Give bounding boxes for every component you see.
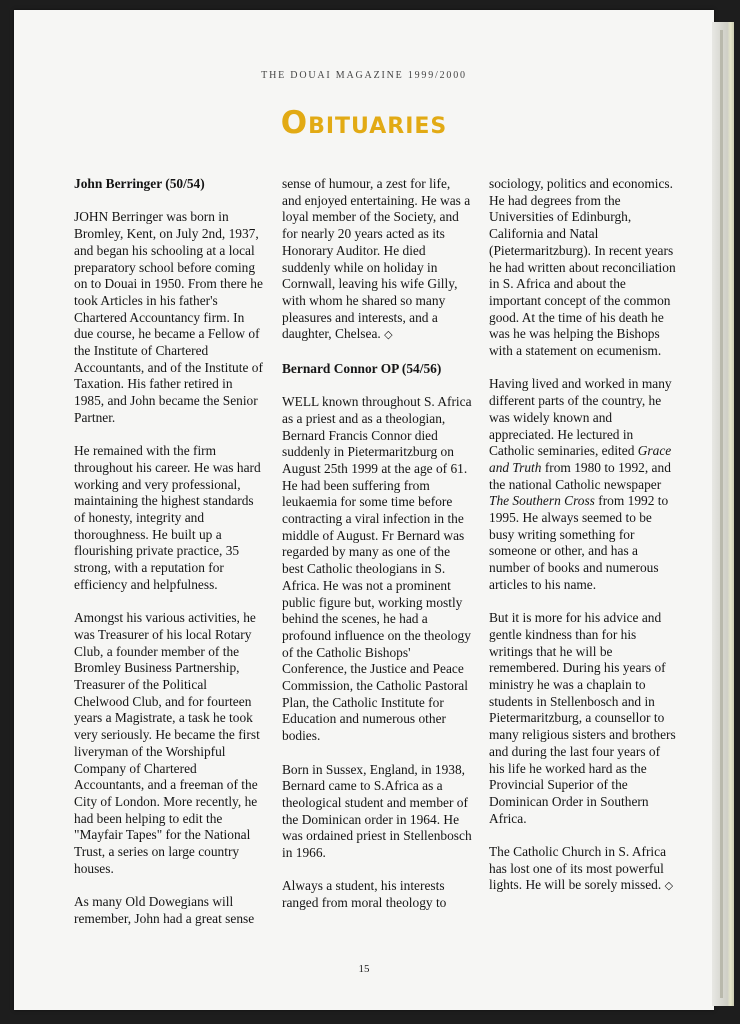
page-title: Obituaries xyxy=(280,105,448,141)
paragraph-end: sociology, politics and economics. He had degrees from the Universities of Edinburgh, California and Natal (Pietermaritzburg). In recent years he had written about reconciliation in S. Africa and about the important concept of the common good. At the time of his death he was he was helping the Bishops with a statement on ecumenism. xyxy=(489,176,676,359)
text-column-3 xyxy=(489,176,679,912)
text-column-2 xyxy=(282,176,472,929)
running-head: THE DOUAI MAGAZINE 1999/2000 xyxy=(261,70,467,81)
paragraph: Born in Sussex, England, in 1938, Bernard came to S.Africa as a theological student and member of the Dominican order in 1964. He was ordained priest in Stellenbosch in 1966. xyxy=(282,761,472,861)
paragraph-start: Always a student, his interests ranged from moral theology to xyxy=(282,878,447,911)
paragraph-final: The Catholic Church in S. Africa has lost one of its most powerful lights. He will be sorely missed. ◇ xyxy=(489,844,674,893)
end-mark-icon: ◇ xyxy=(664,879,674,893)
paragraph: Amongst his various activities, he was Treasurer of his local Rotary Club, a founder member of the Bromley Business Partnership, Treasurer of the Political Chelwood Club, and for fourteen years a Magistrate, a task he took very seriously. He became the first liveryman of the Worshipful Company of Chartered Accountants, and a freeman of the City of London. More recently, he had been helping to edit the "Mayfair Tapes" for the National Trust, a series on large country houses. xyxy=(74,610,260,876)
page-edge xyxy=(712,22,734,1006)
paragraph: Having lived and worked in many different parts of the country, he was widely known and appreciated. He lectured in Catholic seminaries, edited Grace and Truth from 1980 to 1992, and the national Catholic newspaper The Southern Cross from 1992 to 1995. He always seemed to be busy writing something for someone or other, and has a number of books and numerous articles to his name. xyxy=(489,376,672,592)
paragraph-continued xyxy=(282,878,472,911)
obituary-heading-berringer: John Berringer (50/54) xyxy=(74,176,205,191)
text-column-1 xyxy=(74,176,264,944)
paragraph-continued xyxy=(74,894,264,927)
paragraph: He remained with the firm throughout his career. He was hard working and very professional, maintaining the highest standards of honesty, integrity and thoroughness. He built up a flourishing private practice, 35 strong, with a reputation for efficiency and helpfulness. xyxy=(74,443,261,592)
magazine-page xyxy=(14,10,714,1010)
page-edge-line xyxy=(720,30,723,998)
paragraph-end: sense of humour, a zest for life, and enjoyed entertaining. He was a loyal member of the Society, and for nearly 20 years acted as its Honorary Auditor. He died suddenly while on holiday in Cornwall, leaving his wife Gilly, with whom he shared so many pleasures and interests, and a daughter, Chelsea. ◇ xyxy=(282,176,471,342)
paragraph: JOHN Berringer was born in Bromley, Kent, on July 2nd, 1937, and began his schooling at a local preparatory school before coming on to Douai in 1950. From there he took Articles in his father's Chartered Accountancy firm. In due course, he became a Fellow of the Institute of Chartered Accountants, and of the Institute of Taxation. His father retired in 1985, and John became the Senior Partner. xyxy=(74,209,263,425)
paragraph-start: As many Old Dowegians will remember, John had a great sense xyxy=(74,894,255,926)
obituary-heading-connor: Bernard Connor OP (54/56) xyxy=(282,360,442,376)
paragraph: But it is more for his advice and gentle kindness than for his writings that he will be remembered. During his years of ministry he was a chaplain to students in Stellenbosch and in Pietermaritzburg, a counsellor to many religious sisters and brothers and during the last four years of his life he worked hard as the Provincial Superior of the Dominican Order in Southern Africa. xyxy=(489,610,676,826)
paragraph: WELL known throughout S. Africa as a priest and as a theologian, Bernard Francis Connor died suddenly in Pietermaritzburg on August 25th 1999 at the age of 61. He had been suffering from leukaemia for some time before contracting a viral infection in the middle of August. Fr Bernard was regarded by many as one of the best Catholic theologians in S. Africa. He was not a prominent public figure but, working mostly behind the scenes, he had a profound influence on the theology of the Catholic Bishops' Conference, the Justice and Peace Commission, the Catholic Pastoral Plan, the Catholic Institute for Education and numerous other bodies. xyxy=(282,394,472,744)
end-mark-icon: ◇ xyxy=(384,328,393,342)
page-number: 15 xyxy=(358,963,370,975)
